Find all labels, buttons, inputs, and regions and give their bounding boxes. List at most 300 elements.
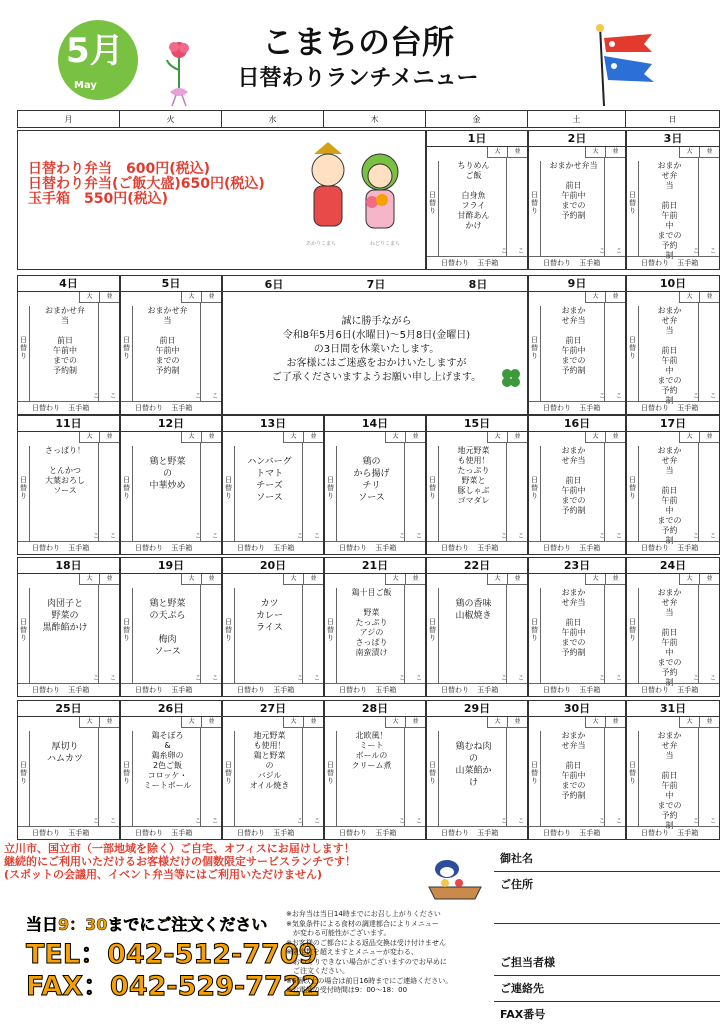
daily-order-label: 日替わり — [237, 686, 265, 694]
large-label: 大 — [385, 574, 405, 585]
menu-text: 肉団子と 野菜の 黒酢餡かけ — [42, 599, 88, 633]
regular-label: 並 — [605, 147, 625, 158]
regular-label: 並 — [605, 292, 625, 303]
divider — [698, 158, 699, 256]
divider — [506, 728, 507, 826]
divider — [200, 303, 201, 401]
size-header — [487, 574, 527, 585]
ko-mark: こ — [615, 675, 622, 682]
divider — [302, 585, 303, 683]
ko-mark: こ — [211, 533, 218, 540]
weekday-header: 月 — [17, 110, 120, 128]
ko-mark: こ — [615, 393, 622, 400]
daily-order-label: 日替わり — [641, 686, 669, 694]
tamate-order-label: 玉手箱 — [477, 829, 499, 837]
regular-label: 並 — [303, 574, 323, 585]
day-cell — [120, 275, 222, 415]
ko-mark: こ — [500, 533, 507, 540]
regular-label: 並 — [699, 147, 719, 158]
day-number: 3日 — [627, 131, 719, 147]
divider — [98, 585, 99, 683]
day-cell — [120, 557, 222, 697]
large-label: 大 — [283, 574, 303, 585]
daily-order-label: 日替わり — [339, 829, 367, 837]
divider — [200, 585, 201, 683]
daily-label: 日替り — [627, 161, 639, 256]
menu-text: 鶏の香味 山椒焼き — [455, 599, 492, 621]
size-header — [181, 432, 221, 443]
mascot-dolls — [300, 140, 410, 250]
size-header — [385, 574, 425, 585]
divider — [98, 303, 99, 401]
daily-order-label: 日替わり — [32, 686, 60, 694]
size-header — [585, 147, 625, 158]
large-label: 大 — [283, 717, 303, 728]
daily-order-label: 日替わり — [543, 544, 571, 552]
ko-mark: こ — [194, 393, 201, 400]
tamate-order-label: 玉手箱 — [171, 686, 193, 694]
large-label: 大 — [679, 147, 699, 158]
ko-mark: こ — [92, 675, 99, 682]
large-label: 大 — [585, 292, 605, 303]
daily-label: 日替り — [18, 446, 30, 541]
samurai-doll-icon — [300, 140, 410, 240]
day-number: 31日 — [627, 701, 719, 717]
order-type-row — [627, 256, 719, 269]
daily-order-label: 日替わり — [543, 829, 571, 837]
menu-text: おまか せ弁当 前日 午前中 までの 予約制 — [561, 306, 586, 375]
divider — [98, 443, 99, 541]
daily-order-label: 日替わり — [237, 544, 265, 552]
ko-mark: こ — [313, 675, 320, 682]
regular-label: 並 — [99, 717, 119, 728]
large-label: 大 — [181, 717, 201, 728]
day-cell — [17, 700, 120, 840]
menu-text: ハンバーグ トマト チーズ ソース — [247, 457, 292, 503]
order-type-row — [18, 683, 119, 696]
day-number: 23日 — [529, 558, 625, 574]
day-number: 15日 — [427, 416, 527, 432]
weekday-header: 水 — [222, 110, 324, 128]
ko-mark: こ — [709, 533, 716, 540]
size-header — [585, 717, 625, 728]
tamate-order-label: 玉手箱 — [677, 404, 699, 412]
daily-order-label: 日替わり — [339, 686, 367, 694]
size-header — [679, 292, 719, 303]
ko-mark: こ — [500, 675, 507, 682]
form-phone-field[interactable]: ご連絡先 — [494, 976, 720, 1002]
weekday-header: 火 — [120, 110, 222, 128]
month-en-label: May — [74, 80, 97, 91]
tamate-order-label: 玉手箱 — [579, 686, 601, 694]
divider — [506, 158, 507, 256]
size-header — [181, 574, 221, 585]
menu-text: 鶏むね肉 の 山菜餡か け — [455, 742, 492, 788]
regular-label: 並 — [605, 432, 625, 443]
day-cell — [17, 557, 120, 697]
large-label: 大 — [487, 432, 507, 443]
tamate-order-label: 玉手箱 — [273, 829, 295, 837]
day-cell — [528, 275, 626, 415]
menu-text: おまか せ弁当 前日 午前中 までの 予約制 — [561, 588, 586, 657]
ko-mark: こ — [211, 818, 218, 825]
daily-order-label: 日替わり — [441, 829, 469, 837]
tamate-order-label: 玉手箱 — [579, 544, 601, 552]
ko-mark: こ — [92, 533, 99, 540]
daily-label: 日替り — [121, 306, 133, 401]
daily-label: 日替り — [529, 446, 541, 541]
day-number: 2日 — [529, 131, 625, 147]
ko-mark: こ — [598, 818, 605, 825]
divider — [200, 443, 201, 541]
menu-text: おまかせ弁 当 前日 午前中 までの 予約制 — [147, 306, 188, 375]
carnation-icon — [160, 40, 198, 110]
daily-order-label: 日替わり — [543, 404, 571, 412]
daily-label: 日替り — [529, 161, 541, 256]
tamate-order-label: 玉手箱 — [677, 829, 699, 837]
day-number: 28日 — [325, 701, 425, 717]
ko-mark: こ — [615, 533, 622, 540]
daily-label: 日替り — [223, 588, 235, 683]
menu-text: 厚切り ハムカツ — [46, 742, 83, 764]
swallow-bento-icon — [425, 855, 485, 900]
day-cell — [17, 415, 120, 555]
ko-mark: こ — [598, 393, 605, 400]
day-cell — [222, 415, 324, 555]
day-number: 25日 — [18, 701, 119, 717]
size-header — [79, 717, 119, 728]
large-label: 大 — [585, 147, 605, 158]
tamate-order-label: 玉手箱 — [677, 686, 699, 694]
tamate-order-label: 玉手箱 — [68, 544, 90, 552]
day-cell — [222, 700, 324, 840]
daily-label: 日替り — [325, 731, 337, 826]
divider — [698, 303, 699, 401]
ko-mark: こ — [500, 818, 507, 825]
order-type-row — [121, 683, 221, 696]
divider — [98, 728, 99, 826]
size-header — [487, 717, 527, 728]
divider — [302, 443, 303, 541]
daily-order-label: 日替わり — [32, 829, 60, 837]
day-number: 20日 — [223, 558, 323, 574]
ko-mark: こ — [709, 248, 716, 255]
daily-label: 日替り — [18, 306, 30, 401]
ko-mark: こ — [109, 818, 116, 825]
divider — [302, 728, 303, 826]
day-number: 10日 — [627, 276, 719, 292]
divider — [506, 585, 507, 683]
large-label: 大 — [679, 717, 699, 728]
order-type-row — [627, 401, 719, 414]
form-fax-field[interactable]: FAX番号 — [494, 1002, 720, 1024]
regular-label: 並 — [405, 574, 425, 585]
menu-text: おまか せ弁 当 前日 午前 中 までの 予約 制 — [657, 161, 682, 260]
daily-label: 日替り — [627, 588, 639, 683]
ko-mark: こ — [709, 675, 716, 682]
daily-order-label: 日替わり — [441, 544, 469, 552]
daily-label: 日替り — [627, 306, 639, 401]
koinobori-icon — [590, 22, 660, 108]
regular-label: 並 — [699, 574, 719, 585]
order-type-row — [18, 826, 119, 839]
delivery-notice: 立川市、国立市（一部地域を除く）ご自宅、オフィスにお届けします！ 継続的にご利用いただけるお客様だけの個数限定サービスランチです！ (スポットの会議用、イベント弁当等にはご利用いただけません) — [4, 842, 356, 881]
ko-mark: こ — [615, 248, 622, 255]
weekday-header: 日 — [626, 110, 720, 128]
size-header — [283, 717, 323, 728]
order-type-row — [121, 401, 221, 414]
ko-mark: こ — [296, 675, 303, 682]
regular-label: 並 — [699, 432, 719, 443]
regular-label: 並 — [507, 432, 527, 443]
tamate-order-label: 玉手箱 — [68, 686, 90, 694]
regular-label: 並 — [507, 574, 527, 585]
menu-text: 地元野菜 も使用！ たっぷり 野菜と 豚しゃぶ ゴマダレ — [457, 446, 490, 505]
ko-mark: こ — [692, 675, 699, 682]
divider — [698, 585, 699, 683]
size-header — [585, 574, 625, 585]
day-number: 16日 — [529, 416, 625, 432]
tel-number[interactable]: TEL：042-512-7709 — [26, 939, 318, 970]
day-number: 26日 — [121, 701, 221, 717]
size-header — [585, 292, 625, 303]
size-header — [79, 432, 119, 443]
order-type-row — [18, 541, 119, 554]
daily-label: 日替り — [427, 588, 439, 683]
day-cell — [120, 700, 222, 840]
order-type-row — [325, 826, 425, 839]
regular-label: 並 — [507, 717, 527, 728]
daily-order-label: 日替わり — [339, 544, 367, 552]
large-label: 大 — [181, 432, 201, 443]
day-number: 4日 — [18, 276, 119, 292]
tamate-order-label: 玉手箱 — [68, 829, 90, 837]
doll-caption: あかりこまち — [306, 241, 337, 247]
menu-text: カツ カレー ライス — [255, 599, 283, 633]
size-header — [283, 574, 323, 585]
tamate-order-label: 玉手箱 — [171, 404, 193, 412]
tamate-order-label: 玉手箱 — [171, 544, 193, 552]
ko-mark: こ — [415, 675, 422, 682]
daily-order-label: 日替わり — [32, 544, 60, 552]
form-company-field[interactable]: 御社名 — [494, 846, 720, 872]
day-cell — [626, 130, 720, 270]
ko-mark: こ — [194, 818, 201, 825]
clover-icon — [500, 367, 522, 389]
day-cell — [120, 415, 222, 555]
large-label: 大 — [79, 717, 99, 728]
large-label: 大 — [585, 432, 605, 443]
size-header — [679, 717, 719, 728]
ko-mark: こ — [415, 533, 422, 540]
large-label: 大 — [487, 717, 507, 728]
daily-label: 日替り — [121, 588, 133, 683]
daily-order-label: 日替わり — [237, 829, 265, 837]
divider — [698, 443, 699, 541]
daily-order-label: 日替わり — [441, 259, 469, 267]
ko-mark: こ — [692, 533, 699, 540]
ko-mark: こ — [517, 818, 524, 825]
order-type-row — [529, 401, 625, 414]
daily-label: 日替り — [325, 446, 337, 541]
menu-text: おまか せ弁 当 前日 午前 中 までの 予約 制 — [657, 306, 682, 405]
menu-text: おまかせ弁当 前日 午前中 までの 予約制 — [549, 161, 598, 220]
page-title: こまちの台所 — [261, 23, 454, 61]
daily-label: 日替り — [121, 731, 133, 826]
tamate-order-label: 玉手箱 — [477, 686, 499, 694]
large-label: 大 — [679, 292, 699, 303]
regular-label: 並 — [99, 292, 119, 303]
tamate-order-label: 玉手箱 — [68, 404, 90, 412]
day-number: 29日 — [427, 701, 527, 717]
day-number: 5日 — [121, 276, 221, 292]
form-contact-person-field[interactable]: ご担当者様 — [494, 924, 720, 976]
daily-label: 日替り — [121, 446, 133, 541]
ko-mark: こ — [398, 818, 405, 825]
regular-label: 並 — [303, 432, 323, 443]
daily-label: 日替り — [223, 731, 235, 826]
daily-order-label: 日替わり — [32, 404, 60, 412]
order-type-row — [427, 256, 527, 269]
ko-mark: こ — [211, 675, 218, 682]
large-label: 大 — [181, 574, 201, 585]
order-type-row — [627, 541, 719, 554]
weekday-header: 木 — [324, 110, 426, 128]
ko-mark: こ — [517, 248, 524, 255]
size-header — [181, 292, 221, 303]
day-cell — [324, 557, 426, 697]
month-label: 5月 — [66, 31, 124, 71]
month-badge — [58, 20, 138, 100]
menu-text: ちりめん ご飯 白身魚 フライ 甘酢あん かけ — [457, 161, 490, 230]
ko-mark: こ — [692, 248, 699, 255]
menu-text: 地元野菜 も使用！ 鶏と野菜 の バジル オイル焼き — [249, 731, 290, 790]
menu-text: 鶏そぼろ & 鶏糸卵の 2色ご飯 コロッケ・ ミートボール — [143, 731, 192, 790]
day-cell — [426, 130, 528, 270]
day-number: 21日 — [325, 558, 425, 574]
ko-mark: こ — [415, 818, 422, 825]
large-label: 大 — [679, 574, 699, 585]
day-cell — [528, 130, 626, 270]
day-number: 9日 — [529, 276, 625, 292]
large-label: 大 — [679, 432, 699, 443]
order-type-row — [223, 826, 323, 839]
divider — [200, 728, 201, 826]
form-address-field[interactable]: ご住所 — [494, 872, 720, 924]
tamate-order-label: 玉手箱 — [171, 829, 193, 837]
regular-label: 並 — [699, 292, 719, 303]
tamate-order-label: 玉手箱 — [579, 829, 601, 837]
daily-label: 日替り — [627, 731, 639, 826]
ko-mark: こ — [709, 393, 716, 400]
day-number: 19日 — [121, 558, 221, 574]
day-cell — [222, 557, 324, 697]
order-deadline: 当日9：30までにご注文ください — [26, 915, 268, 934]
day-number: 11日 — [18, 416, 119, 432]
order-type-row — [627, 826, 719, 839]
daily-label: 日替り — [427, 446, 439, 541]
menu-text: おまか せ弁当 前日 午前中 までの 予約制 — [561, 446, 586, 515]
menu-text: おまか せ弁 当 前日 午前 中 までの 予約 制 — [657, 731, 682, 830]
ko-mark: こ — [92, 393, 99, 400]
divider — [506, 443, 507, 541]
day-number: 17日 — [627, 416, 719, 432]
ko-mark: こ — [598, 675, 605, 682]
day-number: 27日 — [223, 701, 323, 717]
day-cell — [626, 557, 720, 697]
large-label: 大 — [487, 147, 507, 158]
divider — [604, 158, 605, 256]
regular-label: 並 — [303, 717, 323, 728]
daily-order-label: 日替わり — [543, 686, 571, 694]
order-type-row — [529, 683, 625, 696]
daily-order-label: 日替わり — [135, 544, 163, 552]
weekday-header: 金 — [426, 110, 528, 128]
tamate-order-label: 玉手箱 — [477, 259, 499, 267]
tamate-order-label: 玉手箱 — [677, 259, 699, 267]
fax-number[interactable]: FAX：042-529-7722 — [26, 971, 321, 1002]
ko-mark: こ — [398, 533, 405, 540]
divider — [604, 585, 605, 683]
divider — [698, 728, 699, 826]
large-label: 大 — [487, 574, 507, 585]
ko-mark: こ — [92, 818, 99, 825]
regular-label: 並 — [201, 717, 221, 728]
daily-label: 日替り — [223, 446, 235, 541]
ko-mark: こ — [109, 533, 116, 540]
size-header — [181, 717, 221, 728]
ko-mark: こ — [709, 818, 716, 825]
day-number: 13日 — [223, 416, 323, 432]
menu-text: 鶏十目ご飯 野菜 たっぷり アジの さっぱり 南蛮漬け — [351, 588, 392, 657]
day-cell — [626, 700, 720, 840]
closure-notice: 誠に勝手ながら 令和8年5月6日(水曜日)～5月8日(金曜日) の3日間を休業いたします。 お客様にはご迷惑をおかけいたしますが ご了承くださいますようお願い申し上げます。 — [271, 316, 482, 383]
menu-text: 北欧風！ ミート ボールの クリーム煮 — [351, 731, 392, 770]
large-label: 大 — [385, 717, 405, 728]
day-number: 7日 — [325, 276, 427, 292]
order-type-row — [427, 541, 527, 554]
tamate-order-label: 玉手箱 — [677, 544, 699, 552]
daily-order-label: 日替わり — [641, 404, 669, 412]
order-type-row — [325, 683, 425, 696]
tamate-order-label: 玉手箱 — [375, 544, 397, 552]
daily-label: 日替り — [529, 588, 541, 683]
size-header — [385, 432, 425, 443]
menu-text: おまか せ弁 当 前日 午前 中 までの 予約 制 — [657, 446, 682, 545]
day-cell — [626, 275, 720, 415]
divider — [404, 443, 405, 541]
ko-mark: こ — [598, 533, 605, 540]
ko-mark: こ — [194, 533, 201, 540]
day-number: 1日 — [427, 131, 527, 147]
ko-mark: こ — [313, 818, 320, 825]
day-number: 22日 — [427, 558, 527, 574]
regular-label: 並 — [507, 147, 527, 158]
day-cell — [528, 415, 626, 555]
divider — [604, 303, 605, 401]
order-type-row — [325, 541, 425, 554]
regular-label: 並 — [605, 574, 625, 585]
tamate-order-label: 玉手箱 — [579, 259, 601, 267]
tamate-order-label: 玉手箱 — [273, 544, 295, 552]
order-notes: ※お弁当は当日14時までにお召し上がりください ※気象条件による食材の調達都合によりメニュー が変わる可能性がございます。 ※お客様のご都合による返品交換は受け付けません ※限定数を超えますとメニューが変わる、 おつくりできない場合がございますのでお早めに ご注文ください。 ※6個以上の場合は前日16時までにご連絡ください。 ※お電話の受付時間は9：00～18：00 — [286, 910, 453, 994]
day-number: 12日 — [121, 416, 221, 432]
large-label: 大 — [385, 432, 405, 443]
ko-mark: こ — [296, 533, 303, 540]
tamate-order-label: 玉手箱 — [375, 686, 397, 694]
menu-text: 鶏と野菜 の天ぷら 梅肉 ソース — [149, 599, 186, 657]
ko-mark: こ — [109, 675, 116, 682]
